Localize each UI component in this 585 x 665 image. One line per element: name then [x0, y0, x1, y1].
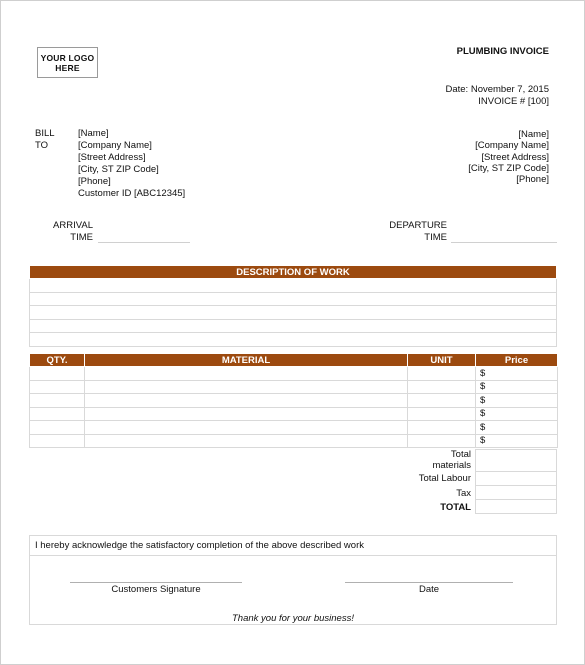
- work-description-header: DESCRIPTION OF WORK: [30, 266, 557, 279]
- vendor-street: [Street Address]: [481, 151, 549, 163]
- arrival-line-1: ARRIVAL: [53, 220, 93, 231]
- currency-symbol: $: [480, 394, 486, 406]
- signature-date-line[interactable]: [345, 582, 513, 595]
- tax-label: Tax: [456, 488, 471, 499]
- currency-symbol: $: [480, 381, 486, 393]
- customer-company: [Company Name]: [78, 140, 152, 151]
- thank-you-note: Thank you for your business!: [232, 613, 354, 624]
- material-row: [30, 407, 558, 421]
- tax-cell[interactable]: [475, 486, 557, 500]
- price-cell[interactable]: [476, 394, 558, 408]
- unit-cell[interactable]: [408, 421, 476, 435]
- tax-row: [407, 486, 557, 500]
- currency-symbol: $: [480, 421, 486, 433]
- departure-time-label: [381, 220, 447, 243]
- qty-cell[interactable]: [30, 434, 85, 448]
- work-row[interactable]: [30, 292, 557, 306]
- customer-name: [Name]: [78, 128, 109, 139]
- qty-cell[interactable]: [30, 421, 85, 435]
- invoice-date: Date: November 7, 2015: [445, 84, 549, 95]
- invoice-title: PLUMBING INVOICE: [456, 46, 549, 57]
- departure-line-2: TIME: [424, 231, 447, 243]
- material-cell[interactable]: [85, 380, 408, 394]
- vendor-company: [Company Name]: [475, 140, 549, 152]
- grand-total-row: [407, 500, 557, 514]
- vendor-city: [City, ST ZIP Code]: [468, 162, 549, 174]
- unit-cell[interactable]: [408, 380, 476, 394]
- qty-cell[interactable]: [30, 407, 85, 421]
- signature-date-label: Date: [418, 584, 440, 595]
- unit-cell[interactable]: [408, 394, 476, 408]
- logo-line-1: YOUR LOGO: [40, 53, 95, 63]
- grand-total-label: TOTAL: [440, 502, 471, 513]
- qty-cell[interactable]: [30, 394, 85, 408]
- price-cell[interactable]: [476, 434, 558, 448]
- price-cell[interactable]: [476, 367, 558, 381]
- bill-to-label: [35, 128, 55, 152]
- price-cell[interactable]: [476, 407, 558, 421]
- unit-cell[interactable]: [408, 434, 476, 448]
- customer-city: [City, ST ZIP Code]: [78, 164, 159, 175]
- total-labour-cell[interactable]: [475, 472, 557, 486]
- total-materials-label: [407, 449, 475, 472]
- arrival-line-2: TIME: [70, 231, 93, 243]
- currency-symbol: $: [480, 367, 486, 379]
- departure-time-field[interactable]: [451, 230, 557, 243]
- currency-symbol: $: [480, 408, 486, 420]
- total-materials-label-2: materials: [432, 459, 471, 471]
- material-row: [30, 434, 558, 448]
- work-row[interactable]: [30, 319, 557, 333]
- materials-table: [29, 353, 558, 448]
- price-cell[interactable]: [476, 380, 558, 394]
- work-row[interactable]: [30, 333, 557, 347]
- customer-signature-label: Customers Signature: [111, 584, 201, 595]
- qty-header: QTY.: [30, 354, 85, 367]
- vendor-phone: [Phone]: [516, 174, 549, 186]
- total-materials-cell[interactable]: [475, 449, 557, 472]
- arrival-time-field[interactable]: [98, 230, 190, 243]
- currency-symbol: $: [480, 435, 486, 447]
- total-materials-label-1: Total: [450, 449, 471, 460]
- logo-placeholder: [37, 47, 98, 78]
- arrival-time-label: [41, 220, 93, 243]
- material-row: [30, 367, 558, 381]
- material-cell[interactable]: [85, 394, 408, 408]
- work-row[interactable]: [30, 279, 557, 293]
- work-description-table: [29, 265, 557, 347]
- total-materials-row: [407, 449, 557, 472]
- material-cell[interactable]: [85, 434, 408, 448]
- vendor-name: [Name]: [518, 129, 549, 140]
- qty-cell[interactable]: [30, 367, 85, 381]
- customer-id: Customer ID [ABC12345]: [78, 188, 186, 199]
- total-labour-label: Total Labour: [418, 473, 471, 484]
- departure-line-1: DEPARTURE: [389, 220, 447, 231]
- acknowledgement-box: [29, 535, 557, 625]
- material-header: MATERIAL: [85, 354, 408, 367]
- invoice-number: INVOICE # [100]: [478, 96, 549, 107]
- unit-cell[interactable]: [408, 407, 476, 421]
- qty-cell[interactable]: [30, 380, 85, 394]
- unit-header: UNIT: [408, 354, 476, 367]
- totals-block: [407, 449, 557, 514]
- material-row: [30, 421, 558, 435]
- unit-cell[interactable]: [408, 367, 476, 381]
- price-cell[interactable]: [476, 421, 558, 435]
- customer-address: [78, 128, 185, 200]
- material-cell[interactable]: [85, 367, 408, 381]
- acknowledgement-text: I hereby acknowledge the satisfactory completion of the above described work: [30, 536, 556, 556]
- customer-street: [Street Address]: [78, 152, 146, 163]
- customer-phone: [Phone]: [78, 176, 111, 187]
- grand-total-cell[interactable]: [475, 500, 557, 514]
- bill-to-label-2: TO: [35, 140, 49, 151]
- material-row: [30, 380, 558, 394]
- vendor-address: [468, 129, 549, 185]
- material-row: [30, 394, 558, 408]
- material-cell[interactable]: [85, 421, 408, 435]
- work-row[interactable]: [30, 306, 557, 320]
- material-cell[interactable]: [85, 407, 408, 421]
- customer-signature-line[interactable]: [70, 582, 242, 595]
- bill-to-label-1: BILL: [35, 128, 55, 139]
- price-header: Price: [476, 354, 558, 367]
- total-labour-row: [407, 472, 557, 486]
- logo-line-2: HERE: [55, 63, 80, 73]
